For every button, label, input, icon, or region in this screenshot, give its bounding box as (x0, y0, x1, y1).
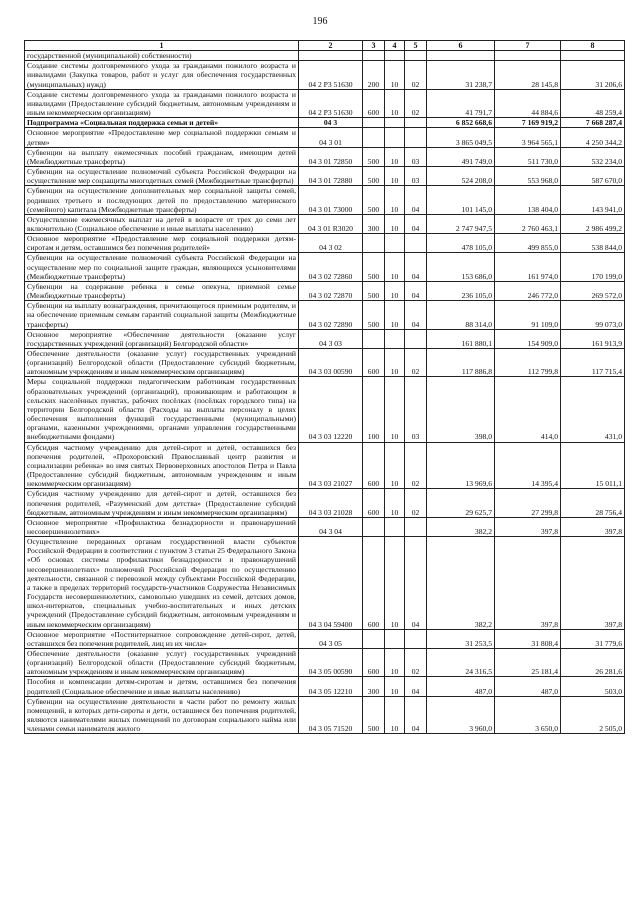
row-rz: 10 (385, 186, 405, 214)
table-header-row (25, 41, 625, 51)
row-name: Основное мероприятие «Постинтернатное сопровождение детей-сирот, детей, оставшихся без попечения родителей, лиц из их числа» (25, 629, 299, 648)
row-amount-year3: 28 756,4 (561, 489, 625, 517)
row-amount-year3: 2 505,0 (561, 696, 625, 734)
row-name: Меры социальной поддержки педагогическим работникам государственных образовательных учреждений (организаций), проживающим и работающим в сельских населённых пунктах, рабочих посёлках (посёлках городского типа) на территории Белгородской области (Расходы на выплаты персоналу в целях обеспечения выполнения функций государственными (муниципальными) органами, казенными учреждениями, органами управления государственными внебюджетными фондами) (25, 377, 299, 442)
row-name: Создание системы долговременного ухода за гражданами пожилого возраста и инвалидами (Закупка товаров, работ и услуг для обеспечения государственных (муниципальных) нужд) (25, 61, 299, 89)
row-pr: 04 (405, 696, 427, 734)
row-name: Субвенции на содержание ребенка в семье опекуна, приемной семье (Межбюджетные трансферты) (25, 281, 299, 300)
row-rz (385, 517, 405, 536)
row-amount-year2: 499 855,0 (495, 234, 561, 253)
row-name: Осуществление переданных органам государственной власти субъектов Российской Федерации в соответствии с пунктом 3 статьи 25 Федерального Закона «Об основах системы профилактики безнадзорности и правонарушений несовершеннолетних» полномочий Российской Федерации по осуществлению деятельности, связанной с перевозкой между субъектами Российской Федерации, а также в пределах территорий государств-участников Содружества Независимых Государств несовершеннолетних, самовольно ушедших из семей, детских домов, школ-интернатов, специальных учебно-воспитательных и иных детских учреждений (Предоставление субсидий бюджетным, автономным учреждениям и иным некоммерческим организациям) (25, 537, 299, 630)
col-header-8: 8 (561, 41, 625, 51)
row-code: 04 3 03 00590 (299, 349, 363, 377)
table-row (25, 281, 625, 300)
row-pr (405, 629, 427, 648)
row-code: 04 3 05 (299, 629, 363, 648)
row-pr: 02 (405, 349, 427, 377)
row-code: 04 3 03 12220 (299, 377, 363, 442)
row-code: 04 3 01 72850 (299, 147, 363, 166)
row-amount-year2: 246 772,0 (495, 281, 561, 300)
row-pr (405, 517, 427, 536)
row-amount-year2: 25 181,4 (495, 649, 561, 677)
row-amount-year1: 41 791,7 (427, 89, 495, 117)
row-rz (385, 51, 405, 61)
row-rz: 10 (385, 61, 405, 89)
table-row (25, 442, 625, 489)
row-code: 04 3 01 72880 (299, 167, 363, 186)
row-code: 04 3 02 72890 (299, 301, 363, 329)
row-amount-year3: 31 206,6 (561, 61, 625, 89)
row-rz: 10 (385, 677, 405, 696)
row-amount-year3: 4 250 344,2 (561, 128, 625, 147)
row-vr (363, 118, 385, 128)
row-amount-year2: 14 395,4 (495, 442, 561, 489)
row-pr (405, 329, 427, 348)
row-amount-year2: 112 799,8 (495, 349, 561, 377)
row-amount-year1: 31 238,7 (427, 61, 495, 89)
row-vr (363, 51, 385, 61)
row-vr (363, 234, 385, 253)
table-row (25, 649, 625, 677)
row-name: Субвенции на осуществление дополнительных мер социальной защиты семей, родивших третьего и последующих детей по предоставлению материнского (семейного) капитала (Межбюджетные трансферты) (25, 186, 299, 214)
row-pr: 03 (405, 377, 427, 442)
row-name: Субвенции на осуществление деятельности в части работ по ремонту жилых помещений, в которых дети-сироты и дети, оставшиеся без попечения родителей, являются нанимателями жилых помещений по договорам социального найма или членами семьи нанимателя жилого (25, 696, 299, 734)
row-amount-year2: 154 909,0 (495, 329, 561, 348)
row-amount-year3: 48 259,4 (561, 89, 625, 117)
row-amount-year3: 538 844,0 (561, 234, 625, 253)
row-code: 04 3 02 72870 (299, 281, 363, 300)
row-vr: 600 (363, 349, 385, 377)
row-name: Обеспечение деятельности (оказание услуг) государственных учреждений (организаций) Белгородской области (Предоставление субсидий бюджетным, автономным учреждениям и иным некоммерческим организациям) (25, 349, 299, 377)
row-name: Пособия и компенсации детям-сиротам и детям, оставшимся без попечения родителей (Социальное обеспечение и иные выплаты населению) (25, 677, 299, 696)
row-amount-year3: 587 670,0 (561, 167, 625, 186)
row-amount-year3 (561, 51, 625, 61)
table-row (25, 377, 625, 442)
row-amount-year1: 524 208,0 (427, 167, 495, 186)
row-code: 04 2 P3 51630 (299, 61, 363, 89)
row-vr: 600 (363, 89, 385, 117)
row-code: 04 3 01 73000 (299, 186, 363, 214)
row-vr: 500 (363, 147, 385, 166)
row-code: 04 3 03 21028 (299, 489, 363, 517)
budget-table (24, 40, 625, 734)
row-rz: 10 (385, 301, 405, 329)
row-name: государственной (муниципальной) собственности) (25, 51, 299, 61)
row-vr: 500 (363, 696, 385, 734)
row-amount-year2: 28 145,8 (495, 61, 561, 89)
row-amount-year3: 143 941,0 (561, 186, 625, 214)
row-rz: 10 (385, 377, 405, 442)
row-rz: 10 (385, 253, 405, 281)
row-pr (405, 234, 427, 253)
row-amount-year1: 487,0 (427, 677, 495, 696)
row-amount-year3: 99 073,0 (561, 301, 625, 329)
row-pr: 03 (405, 167, 427, 186)
row-vr: 100 (363, 377, 385, 442)
row-amount-year1: 24 316,5 (427, 649, 495, 677)
row-amount-year2: 2 760 463,1 (495, 214, 561, 233)
row-pr: 04 (405, 281, 427, 300)
row-code: 04 3 05 12210 (299, 677, 363, 696)
row-vr: 500 (363, 253, 385, 281)
col-header-5: 5 (405, 41, 427, 51)
table-row (25, 629, 625, 648)
row-amount-year1: 31 253,5 (427, 629, 495, 648)
row-vr: 300 (363, 677, 385, 696)
row-amount-year2: 397,8 (495, 517, 561, 536)
row-name: Осуществление ежемесячных выплат на детей в возрасте от трех до семи лет включительно (Социальное обеспечение и иные выплаты населению) (25, 214, 299, 233)
row-pr: 02 (405, 89, 427, 117)
row-pr: 04 (405, 537, 427, 630)
table-row (25, 186, 625, 214)
row-vr: 500 (363, 167, 385, 186)
row-amount-year3: 269 572,0 (561, 281, 625, 300)
row-amount-year3: 503,0 (561, 677, 625, 696)
table-row (25, 677, 625, 696)
row-amount-year1: 13 969,6 (427, 442, 495, 489)
row-rz: 10 (385, 89, 405, 117)
row-pr: 03 (405, 147, 427, 166)
row-amount-year3: 397,8 (561, 517, 625, 536)
row-rz: 10 (385, 349, 405, 377)
table-row (25, 537, 625, 630)
row-pr: 04 (405, 186, 427, 214)
row-code (299, 51, 363, 61)
row-code: 04 3 01 R3020 (299, 214, 363, 233)
row-amount-year3: 2 986 499,2 (561, 214, 625, 233)
page-number: 196 (312, 16, 328, 27)
row-amount-year3: 532 234,0 (561, 147, 625, 166)
row-amount-year3: 26 281,6 (561, 649, 625, 677)
row-rz (385, 118, 405, 128)
row-name: Субсидия частному учреждению для детей-сирот и детей, оставшихся без попечения родителей, «Разуменский дом детства» (Предоставление субсидий бюджетным, автономным учреждениям и иным некоммерческим организациям) (25, 489, 299, 517)
table-row (25, 253, 625, 281)
row-rz: 10 (385, 489, 405, 517)
table-row (25, 61, 625, 89)
row-amount-year1: 101 145,0 (427, 186, 495, 214)
row-code: 04 3 05 71520 (299, 696, 363, 734)
row-code: 04 3 05 00590 (299, 649, 363, 677)
row-amount-year1: 3 960,0 (427, 696, 495, 734)
table-row (25, 128, 625, 147)
row-name: Основное мероприятие «Предоставление мер социальной поддержки детям-сиротам и детям, оставшимся без попечения родителей» (25, 234, 299, 253)
col-header-1: 1 (25, 41, 299, 51)
row-name: Основное мероприятие «Предоставление мер социальной поддержки семьям и детям» (25, 128, 299, 147)
row-name: Создание системы долговременного ухода за гражданами пожилого возраста и инвалидами (Предоставление субсидий бюджетным, автономным учреждениям и иным некоммерческим организациям) (25, 89, 299, 117)
row-amount-year1: 478 105,0 (427, 234, 495, 253)
row-vr (363, 629, 385, 648)
row-amount-year1: 382,2 (427, 517, 495, 536)
row-pr: 04 (405, 214, 427, 233)
row-vr: 500 (363, 301, 385, 329)
row-name: Субсидия частному учреждению для детей-сирот и детей, оставшихся без попечения родителей, «Прохоровский Православный центр развития и социализации ребенка» во имя святых Первоверховных апостолов Петра и Павла (Предоставление субсидий бюджетным, автономным учреждениям и иным некоммерческим организациям) (25, 442, 299, 489)
row-name: Основное мероприятие «Профилактика безнадзорности и правонарушений несовершеннолетних» (25, 517, 299, 536)
row-vr: 300 (363, 214, 385, 233)
row-code: 04 2 P3 51630 (299, 89, 363, 117)
row-pr (405, 51, 427, 61)
row-name: Субвенции на выплату вознаграждения, причитающегося приемным родителям, и на обеспечение приемным семьям гарантий социальной защиты (Межбюджетные трансферты) (25, 301, 299, 329)
col-header-3: 3 (363, 41, 385, 51)
row-pr: 02 (405, 489, 427, 517)
table-row (25, 517, 625, 536)
table-row (25, 489, 625, 517)
table-row (25, 147, 625, 166)
row-code: 04 3 03 (299, 329, 363, 348)
row-amount-year3: 117 715,4 (561, 349, 625, 377)
table-row (25, 329, 625, 348)
row-amount-year2: 161 974,0 (495, 253, 561, 281)
row-amount-year1: 161 880,1 (427, 329, 495, 348)
row-pr (405, 128, 427, 147)
row-rz: 10 (385, 214, 405, 233)
row-pr (405, 118, 427, 128)
row-rz (385, 329, 405, 348)
row-amount-year1: 88 314,0 (427, 301, 495, 329)
row-amount-year3: 31 779,6 (561, 629, 625, 648)
row-name: Обеспечение деятельности (оказание услуг) государственных учреждений (организаций) Белгородской области (Предоставление субсидий бюджетным, автономным учреждениям и иным некоммерческим организациям) (25, 649, 299, 677)
table-row (25, 234, 625, 253)
row-amount-year2: 487,0 (495, 677, 561, 696)
row-amount-year1: 398,0 (427, 377, 495, 442)
row-amount-year2: 553 968,0 (495, 167, 561, 186)
row-amount-year3: 15 011,1 (561, 442, 625, 489)
row-name: Субвенции на выплату ежемесячных пособий гражданам, имеющим детей (Межбюджетные трансферты) (25, 147, 299, 166)
row-vr: 500 (363, 281, 385, 300)
table-row (25, 214, 625, 233)
row-amount-year2: 414,0 (495, 377, 561, 442)
row-code: 04 3 01 (299, 128, 363, 147)
row-amount-year3: 170 199,0 (561, 253, 625, 281)
table-row (25, 118, 625, 128)
row-vr: 600 (363, 649, 385, 677)
row-vr: 600 (363, 537, 385, 630)
row-amount-year3: 161 913,9 (561, 329, 625, 348)
row-code: 04 3 (299, 118, 363, 128)
row-rz: 10 (385, 147, 405, 166)
row-rz: 10 (385, 281, 405, 300)
row-code: 04 3 02 72860 (299, 253, 363, 281)
row-amount-year1: 2 747 947,5 (427, 214, 495, 233)
row-vr (363, 128, 385, 147)
row-amount-year2: 91 109,0 (495, 301, 561, 329)
row-pr: 04 (405, 677, 427, 696)
row-vr: 600 (363, 489, 385, 517)
table-row (25, 51, 625, 61)
row-amount-year3: 397,8 (561, 537, 625, 630)
row-vr (363, 517, 385, 536)
row-amount-year1: 491 749,0 (427, 147, 495, 166)
row-amount-year2: 397,8 (495, 537, 561, 630)
row-name: Подпрограмма «Социальная поддержка семьи и детей» (25, 118, 299, 128)
row-rz: 10 (385, 167, 405, 186)
row-amount-year2 (495, 51, 561, 61)
table-row (25, 696, 625, 734)
row-code: 04 3 04 59400 (299, 537, 363, 630)
row-pr: 04 (405, 253, 427, 281)
row-pr: 04 (405, 301, 427, 329)
row-rz (385, 234, 405, 253)
row-vr: 500 (363, 186, 385, 214)
row-amount-year3: 7 668 287,4 (561, 118, 625, 128)
row-amount-year1: 153 686,0 (427, 253, 495, 281)
row-amount-year1: 236 105,0 (427, 281, 495, 300)
col-header-4: 4 (385, 41, 405, 51)
row-code: 04 3 03 21027 (299, 442, 363, 489)
row-amount-year1: 3 865 049,5 (427, 128, 495, 147)
row-amount-year2: 3 964 565,1 (495, 128, 561, 147)
row-vr: 200 (363, 61, 385, 89)
row-pr: 02 (405, 61, 427, 89)
col-header-6: 6 (427, 41, 495, 51)
row-amount-year2: 7 169 919,2 (495, 118, 561, 128)
table-row (25, 167, 625, 186)
row-amount-year1: 117 886,8 (427, 349, 495, 377)
row-vr (363, 329, 385, 348)
row-vr: 600 (363, 442, 385, 489)
row-pr: 02 (405, 442, 427, 489)
row-amount-year1: 29 625,7 (427, 489, 495, 517)
row-amount-year2: 44 884,6 (495, 89, 561, 117)
table-row (25, 349, 625, 377)
row-rz: 10 (385, 537, 405, 630)
row-amount-year2: 27 299,8 (495, 489, 561, 517)
row-amount-year1: 382,2 (427, 537, 495, 630)
row-amount-year1 (427, 51, 495, 61)
row-rz (385, 629, 405, 648)
row-rz (385, 128, 405, 147)
row-rz: 10 (385, 442, 405, 489)
row-amount-year3: 431,0 (561, 377, 625, 442)
row-amount-year2: 31 808,4 (495, 629, 561, 648)
col-header-2: 2 (299, 41, 363, 51)
row-amount-year2: 3 650,0 (495, 696, 561, 734)
row-rz: 10 (385, 649, 405, 677)
table-row (25, 89, 625, 117)
row-code: 04 3 04 (299, 517, 363, 536)
row-amount-year1: 6 852 668,6 (427, 118, 495, 128)
row-rz: 10 (385, 696, 405, 734)
row-pr: 02 (405, 649, 427, 677)
row-name: Основное мероприятие «Обеспечение деятельности (оказание услуг государственных учреждений (организаций) Белгородской области» (25, 329, 299, 348)
row-amount-year2: 511 730,0 (495, 147, 561, 166)
table-row (25, 301, 625, 329)
row-amount-year2: 138 404,0 (495, 186, 561, 214)
col-header-7: 7 (495, 41, 561, 51)
row-code: 04 3 02 (299, 234, 363, 253)
row-name: Субвенции на осуществление полномочий субъекта Российской Федерации на осуществление мер по социальной защите граждан, являющихся усыновителями (Межбюджетные трансферты) (25, 253, 299, 281)
row-name: Субвенции на осуществление полномочий субъекта Российской Федерации на осуществление мер соцзащиты многодетных семей (Межбюджетные трансферты) (25, 167, 299, 186)
